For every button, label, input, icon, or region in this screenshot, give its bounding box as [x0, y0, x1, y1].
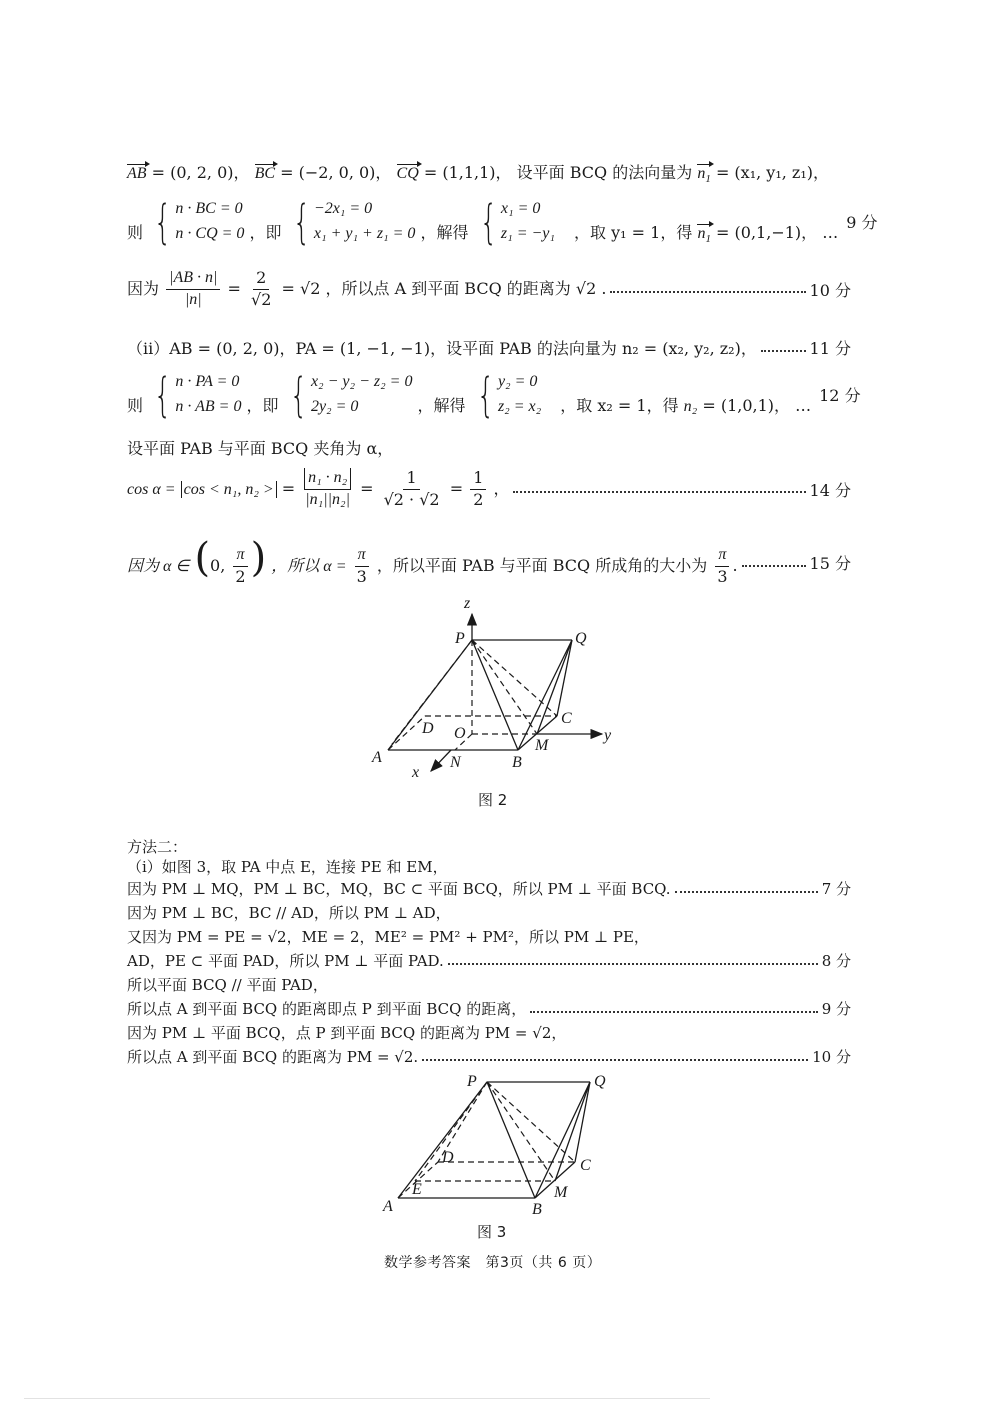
- label-m: M: [535, 737, 549, 754]
- solution-line-5: 则 { n · PA = 0 n · AB = 0 ，即 { x₂ − y₂ − z₂ = 0 2y₂ = 0 ，解得 { y₂ = 0 z₂ = x₂ ，取 x₂ = 1，得 n₂ = (1,0,1)， … 12 分: [127, 367, 861, 422]
- label-z: z: [464, 595, 471, 612]
- figure-2-caption: 图 2: [478, 791, 508, 809]
- method-2-line: 因为 PM ⊥ 平面 BCQ，点 P 到平面 BCQ 的距离为 PM = √2，: [127, 1024, 567, 1042]
- edge-pd-dashed: [438, 1082, 487, 1162]
- edge-pe-dashed: [415, 1082, 487, 1181]
- fraction: $\frac{2}{√2}$: [251, 268, 272, 309]
- edge-pc-dashed: [487, 1082, 575, 1162]
- edge-qc: [557, 640, 572, 716]
- edge-qb: [535, 1082, 590, 1198]
- x-axis: [431, 750, 451, 771]
- solution-line-6: 设平面 PAB 与平面 BCQ 夹角为 α，: [127, 439, 394, 458]
- edge-pb: [472, 640, 518, 750]
- edge-pm-dashed: [487, 1082, 555, 1181]
- method-2-line: 因为 PM ⊥ MQ，PM ⊥ BC，MQ，BC ⊂ 平面 BCQ，所以 PM ⊥ 平面 BCQ. 7 分: [127, 880, 851, 898]
- bottom-divider: [24, 1398, 710, 1399]
- label-c: C: [580, 1157, 591, 1174]
- edge-pd-dashed: [392, 640, 472, 744]
- method-2-title: 方法二：: [127, 838, 188, 856]
- label-y: y: [604, 727, 612, 744]
- score-label: 10 分: [809, 280, 851, 300]
- method-2-line: AD，PE ⊂ 平面 PAD，所以 PM ⊥ 平面 PAD. 8 分: [127, 952, 851, 970]
- score-label: 14 分: [809, 480, 851, 500]
- equation-system: { y₂ = 0 z₂ = x₂: [476, 367, 542, 422]
- normal-vector-text: 设平面 BCQ 的法向量为: [516, 163, 693, 182]
- label-b: B: [512, 754, 522, 771]
- edge-qb: [518, 640, 572, 750]
- method-2-line: （i）如图 3，取 PA 中点 E，连接 PE 和 EM，: [127, 858, 448, 876]
- edge-pa: [388, 640, 472, 750]
- label-d: D: [422, 720, 434, 737]
- label-n: N: [450, 754, 461, 771]
- label-a: A: [383, 1198, 393, 1215]
- edge-pb: [487, 1082, 535, 1198]
- solution-line-8: 因为 α ∈ (0, $\frac{\pi}{2}$ ) ，所以 α = $\frac{\pi}{3}$ ，所以平面 PAB 与平面 BCQ 所成角的大小为 $\frac{\pi}{3}$ . 15 分: [127, 535, 851, 586]
- edge-on-dashed: [455, 734, 472, 750]
- page-footer: 数学参考答案 第3页（共 6 页）: [384, 1255, 602, 1271]
- vector-cq: CQ: [396, 165, 419, 182]
- score-label: 10 分: [812, 1048, 851, 1066]
- fraction: $\frac{\pi}{3}$: [356, 546, 367, 586]
- label-b: B: [532, 1201, 542, 1218]
- score-label: 7 分: [821, 880, 851, 898]
- score-label: 8 分: [821, 952, 851, 970]
- solution-line-7: cos α = cos < n₁, n₂ > = $\frac{\text{n₁ · n₂}}{\text{|n₁||n₂|}}$ = $\frac{1}{√2 \cdot √2}$ = $\frac{1}{2}$ ， 14 分: [127, 468, 851, 509]
- fraction: $\frac{1}{2}$: [470, 468, 486, 511]
- fraction: $\frac{1}{√2 \cdot √2}$: [383, 468, 440, 509]
- vector-n1: $n_1$: [697, 165, 711, 186]
- edge-ad-dashed: [398, 1162, 438, 1198]
- label-m: M: [554, 1184, 568, 1201]
- label-q: Q: [594, 1073, 606, 1090]
- vector-n2: n₂: [683, 397, 698, 415]
- edge-qm: [537, 640, 572, 734]
- solution-line-2: 则 { n · BC = 0 n · CQ = 0 ，即 { −2x₁ = 0 x₁ + y₁ + z₁ = 0 ，解得 { x₁ = 0 z₁ = −y₁ ，取 y₁ = 1，得 $n_1 = (0,1,-1)$， … 9 分: [127, 194, 878, 249]
- label-p: P: [467, 1073, 477, 1090]
- edge-bc: [535, 1162, 575, 1198]
- equation-system: { n · BC = 0 n · CQ = 0: [153, 194, 245, 249]
- label-q: Q: [575, 630, 587, 647]
- equation-system: { x₂ − y₂ − z₂ = 0 2y₂ = 0: [289, 367, 413, 422]
- score-label: 15 分: [809, 554, 851, 574]
- score-label: 9 分: [821, 1000, 851, 1018]
- vector-n1: $n_1$: [697, 224, 711, 245]
- edge-bc: [518, 716, 557, 750]
- method-2-line: 所以平面 BCQ // 平面 PAD，: [127, 976, 328, 994]
- label-a: A: [372, 749, 382, 766]
- fraction: $\frac{\text{n₁ · n₂}}{\text{|n₁||n₂|}}$: [305, 469, 350, 508]
- equation-system: { x₁ = 0 z₁ = −y₁: [479, 194, 555, 249]
- label-p: P: [455, 630, 465, 647]
- fraction: $\frac{\pi}{2}$: [235, 546, 246, 586]
- label-e: E: [412, 1181, 422, 1198]
- equation-system: { n · PA = 0 n · AB = 0: [153, 367, 242, 422]
- edge-qm: [555, 1082, 590, 1181]
- solution-line-3: 因为 $\frac{|AB \cdot n|}{|n|}$ = $\frac{2}{√2}$ = √2 ，所以点 A 到平面 BCQ 的距离为 √2 . 10 分: [127, 268, 851, 309]
- method-2-line: 所以点 A 到平面 BCQ 的距离为 PM = √2. 10 分: [127, 1048, 851, 1066]
- edge-pa: [398, 1082, 487, 1198]
- label-c: C: [561, 710, 572, 727]
- figure-3-caption: 图 3: [477, 1223, 507, 1241]
- equation-system: { −2x₁ = 0 x₁ + y₁ + z₁ = 0: [292, 194, 416, 249]
- edge-pm-dashed: [472, 640, 537, 734]
- score-label: 12 分: [819, 386, 861, 406]
- score-label: 9 分: [846, 213, 878, 233]
- method-2-line: 所以点 A 到平面 BCQ 的距离即点 P 到平面 BCQ 的距离， 9 分: [127, 1000, 851, 1018]
- solution-line-4: （ii）AB = (0, 2, 0)，PA = (1, −1, −1)，设平面 PAB 的法向量为 n₂ = (x₂, y₂, z₂)， 11 分: [127, 336, 851, 359]
- solution-line-1: AB = (0, 2, 0)， BC = (−2, 0, 0)， CQ = (1,1,1)， 设平面 BCQ 的法向量为 $n_1 = (x_1$, y₁, z₁)，: [127, 163, 829, 186]
- fraction: $\frac{\pi}{3}$: [717, 546, 728, 586]
- score-label: 11 分: [809, 339, 851, 358]
- vector-ab: AB: [127, 165, 147, 182]
- label-x: x: [412, 764, 420, 781]
- vector-bc: BC: [254, 165, 276, 182]
- edge-qc: [575, 1082, 590, 1162]
- method-2-line: 又因为 PM = PE = √2，ME = 2，ME² = PM² + PM²，所以 PM ⊥ PE，: [127, 928, 649, 946]
- edge-ad-dashed: [388, 716, 425, 750]
- fraction: $\frac{|AB \cdot n|}{|n|}$: [166, 268, 220, 311]
- label-o: O: [454, 725, 466, 742]
- label-d: D: [442, 1149, 454, 1166]
- edge-pc-dashed: [472, 640, 557, 716]
- method-2-line: 因为 PM ⊥ BC，BC // AD，所以 PM ⊥ AD，: [127, 904, 451, 922]
